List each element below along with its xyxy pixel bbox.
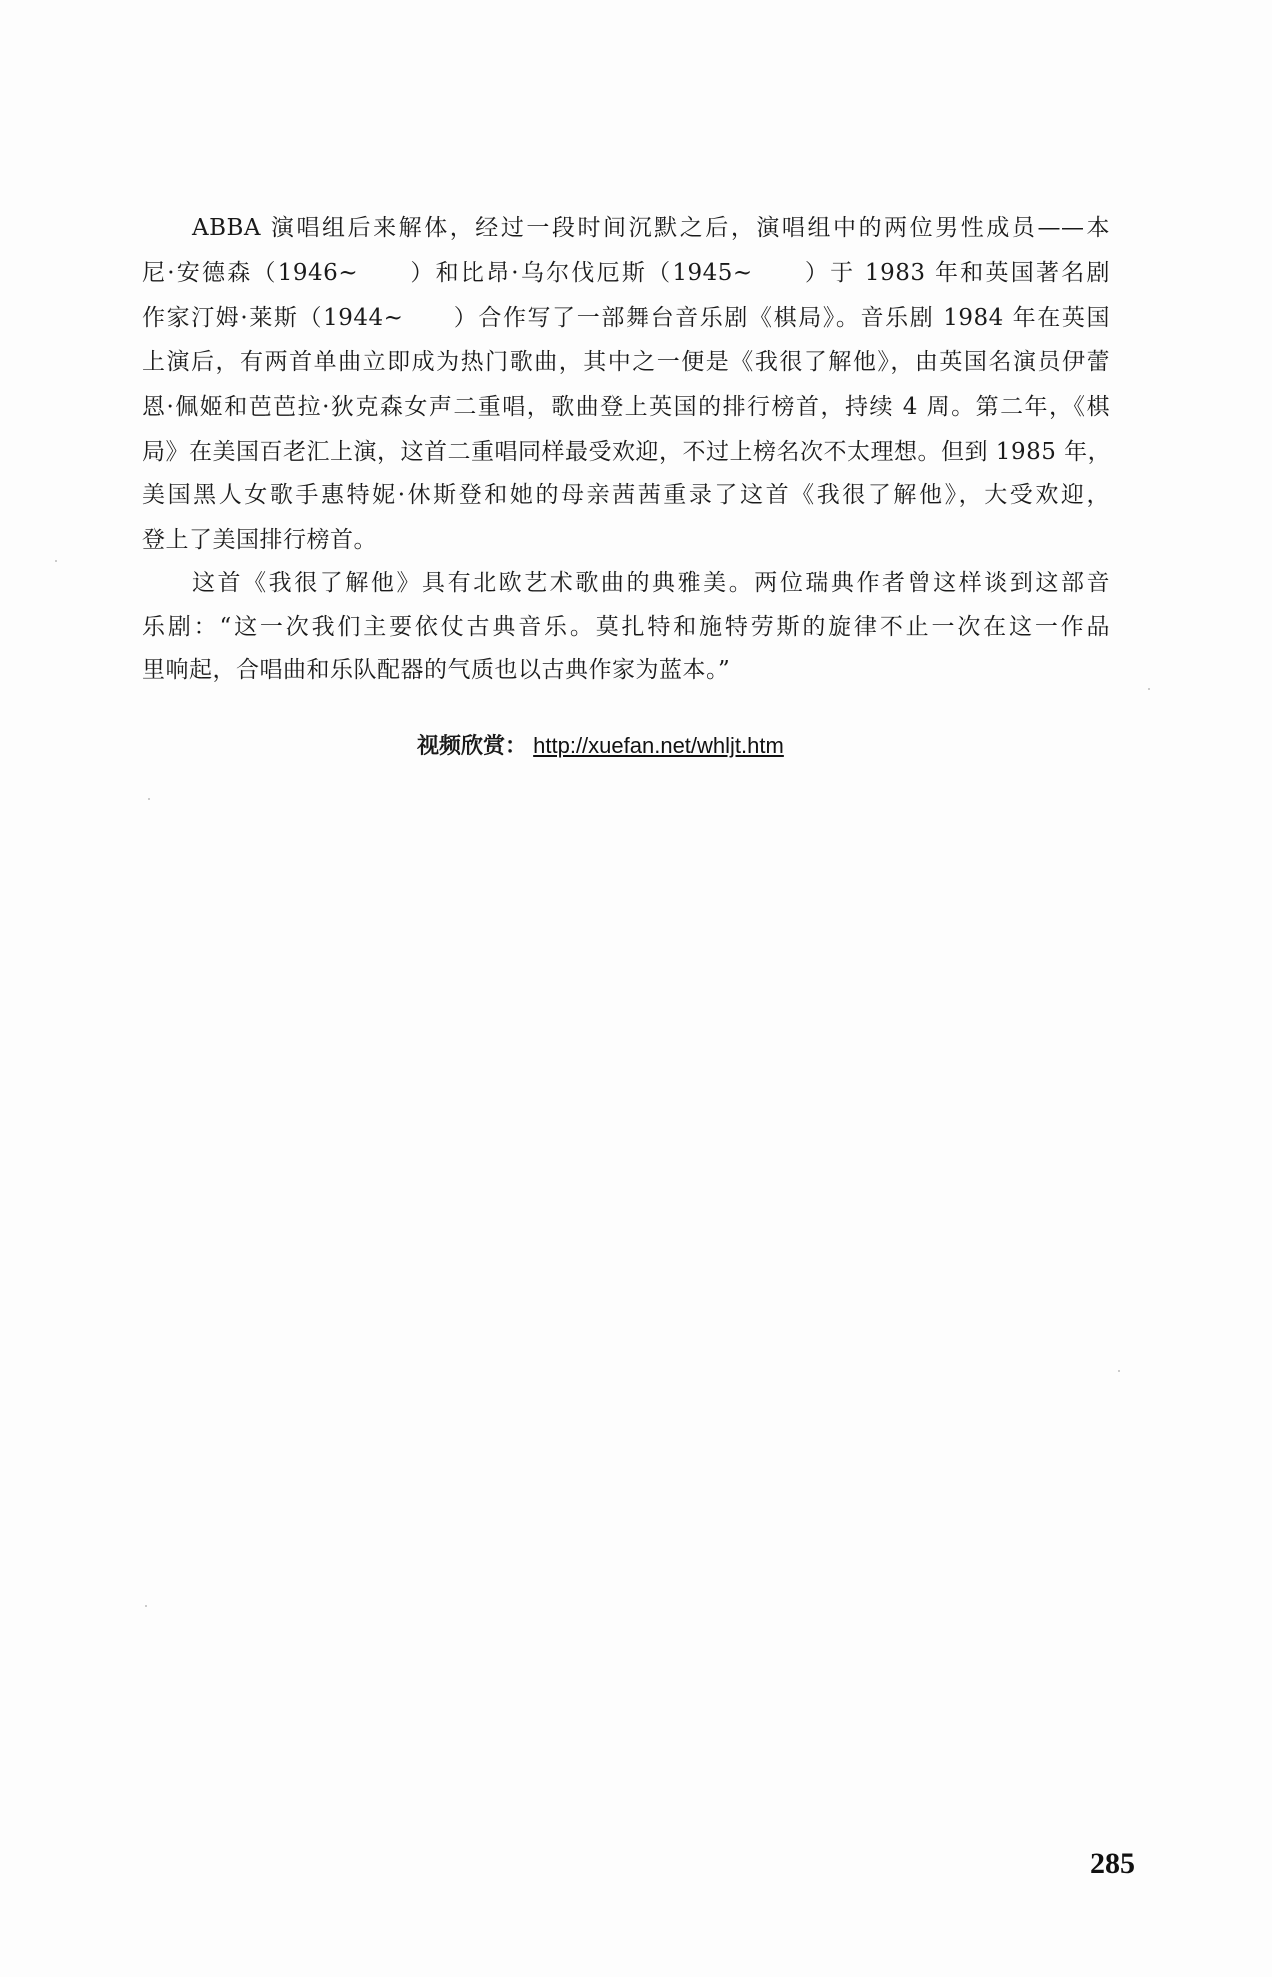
video-link-label: 视频欣赏： <box>417 733 528 758</box>
page-number: 285 <box>1090 1847 1135 1880</box>
text-line: 这首《我很了解他》具有北欧艺术歌曲的典雅美。两位瑞典作者曾这样谈到这部音 <box>192 570 1110 596</box>
scan-speck <box>1118 1370 1120 1372</box>
text-line: 里响起，合唱曲和乐队配器的气质也以古典作家为蓝本。” <box>142 657 731 683</box>
text-line: 登上了美国排行榜首。 <box>142 527 377 553</box>
text-line: 作家汀姆·莱斯（1944~ ）合作写了一部舞台音乐剧《棋局》。音乐剧 1984 年在英国 <box>142 305 1110 331</box>
text-line: 上演后，有两首单曲立即成为热门歌曲，其中之一便是《我很了解他》，由英国名演员伊蕾 <box>142 349 1110 375</box>
scan-speck <box>55 560 57 562</box>
text-line: 乐剧：“这一次我们主要依仗古典音乐。莫扎特和施特劳斯的旋律不止一次在这一作品 <box>142 614 1110 640</box>
text-line: 局》在美国百老汇上演，这首二重唱同样最受欢迎，不过上榜名次不太理想。但到 1985 年， <box>142 439 1112 465</box>
text-line: 恩·佩姬和芭芭拉·狄克森女声二重唱，歌曲登上英国的排行榜首，持续 4 周。第二年，《棋 <box>142 394 1110 420</box>
scan-speck <box>1148 688 1150 690</box>
text-line: 尼·安德森（1946~ ）和比昂·乌尔伐厄斯（1945~ ）于 1983 年和英国著名剧 <box>142 260 1110 286</box>
video-link[interactable]: http://xuefan.net/whljt.htm <box>533 733 784 758</box>
scan-speck <box>145 1605 147 1607</box>
text-line: ABBA 演唱组后来解体，经过一段时间沉默之后，演唱组中的两位男性成员——本 <box>192 215 1110 241</box>
scan-speck <box>148 798 150 800</box>
video-link-row <box>417 731 784 761</box>
text-line: 美国黑人女歌手惠特妮·休斯登和她的母亲茜茜重录了这首《我很了解他》，大受欢迎， <box>142 482 1110 508</box>
